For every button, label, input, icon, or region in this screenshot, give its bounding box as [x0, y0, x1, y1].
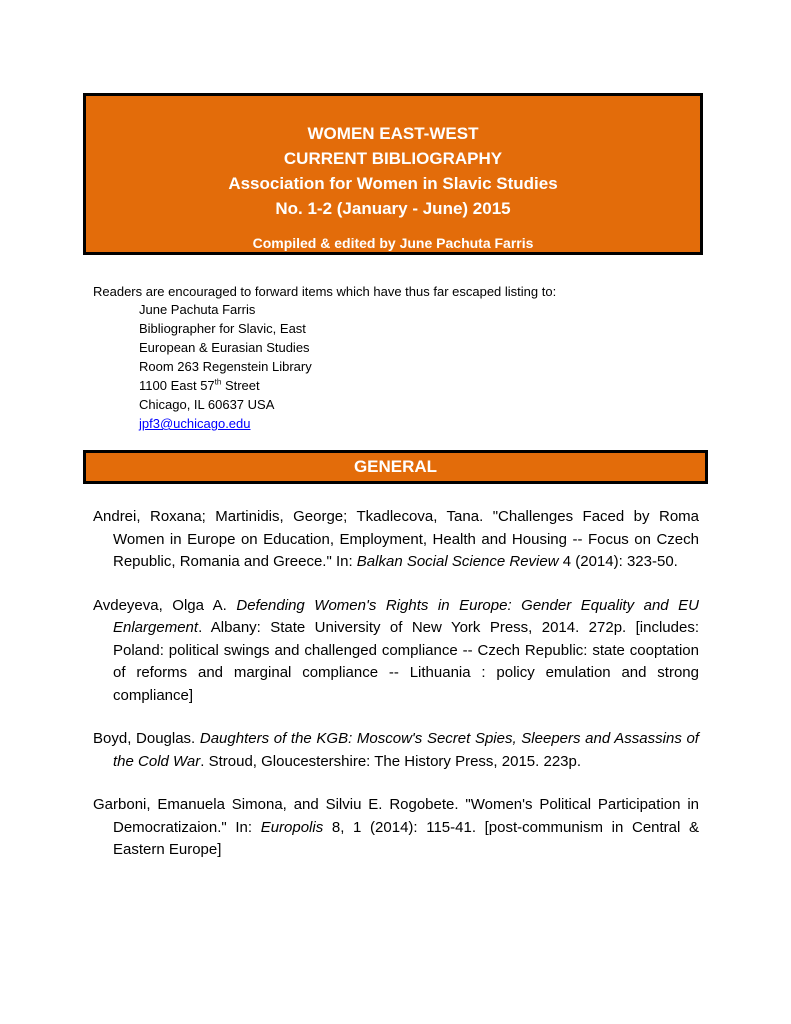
- bibliography-entry: [93, 728, 699, 773]
- street-name: Street: [221, 378, 260, 393]
- contact-city: Chicago, IL 60637 USA: [139, 397, 275, 412]
- entry-italic: Europolis: [260, 818, 324, 836]
- section-header-general: [83, 450, 708, 484]
- contact-street: [139, 376, 312, 395]
- compiled-by: Compiled & edited by June Pachuta Farris: [252, 235, 534, 251]
- entry-text: Avdeyeva, Olga A.: [93, 596, 237, 614]
- entry-text: Boyd, Douglas.: [93, 730, 200, 747]
- contact-title-1: Bibliographer for Slavic, East: [139, 321, 306, 336]
- street-ordinal: th: [214, 377, 222, 387]
- title-block: [86, 121, 700, 221]
- title-banner: [83, 93, 703, 255]
- email-link[interactable]: jpf3@uchicago.edu: [139, 416, 251, 431]
- contact-name: June Pachuta Farris: [139, 302, 256, 317]
- bibliography-entry: [93, 595, 699, 708]
- street-number: 1100 East 57: [139, 378, 215, 393]
- contact-room: Room 263 Regenstein Library: [139, 359, 312, 374]
- entry-text: 8, 1 (2014): 115-41. [post-communism in Central & Eastern Europe]: [113, 818, 699, 858]
- entry-italic: Daughters of the KGB: Moscow's Secret Spies, Sleepers and Assassins of the Cold War: [113, 730, 699, 770]
- title-line-4: No. 1-2 (January - June) 2015: [275, 199, 511, 218]
- title-line-2: CURRENT BIBLIOGRAPHY: [283, 149, 503, 168]
- contact-address: [139, 300, 312, 433]
- title-line-3: Association for Women in Slavic Studies: [228, 174, 558, 193]
- intro-text: Readers are encouraged to forward items which have thus far escaped listing to:: [93, 284, 557, 299]
- entry-text: Garboni, Emanuela Simona, and Silviu E. Rogobete. "Women's Political Participation in Democratizaion." In:: [93, 796, 699, 836]
- entry-text: 4 (2014): 323-50.: [558, 553, 678, 570]
- entry-italic: Defending Women's Rights in Europe: Gender Equality and EU Enlargement: [113, 596, 699, 636]
- contact-title-2: European & Eurasian Studies: [139, 340, 310, 355]
- entry-text: . Albany: State University of New York Press, 2014. 272p. [includes: Poland: political swings and challenged compliance -- Czech Republic: state cooptation of reforms and marginal compliance -- Lithuania : policy emulation and strong compliance]: [113, 619, 699, 704]
- entry-text: . Stroud, Gloucestershire: The History Press, 2015. 223p.: [200, 752, 582, 770]
- bibliography-entry: [93, 794, 699, 862]
- section-title: GENERAL: [353, 457, 438, 476]
- entry-text: Andrei, Roxana; Martinidis, George; Tkadlecova, Tana. "Challenges Faced by Roma Women in Europe on Education, Employment, Health and Housing -- Focus on Czech Republic, Romania and Greece." In:: [93, 508, 699, 570]
- bibliography-entry: [93, 506, 699, 574]
- entry-italic: Balkan Social Science Review: [356, 553, 559, 570]
- title-line-1: WOMEN EAST-WEST: [307, 124, 479, 143]
- bibliography-list: [93, 506, 699, 883]
